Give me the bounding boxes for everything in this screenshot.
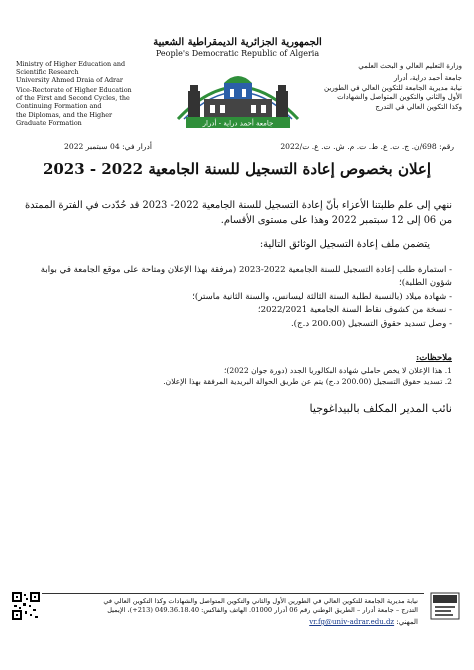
notes-list <box>22 365 452 387</box>
letterhead-line: Continuing Formation and <box>16 102 102 111</box>
qr-code-icon <box>12 592 40 620</box>
list-item: - نسخة من كشوف نقاط السنة الجامعية 2022/2021؛ <box>257 305 452 316</box>
footer-address <box>48 597 418 615</box>
footer-email-link[interactable]: vr.fg@univ-adrar.edu.dz <box>309 618 395 626</box>
list-item: 2. تسديد حقوق التسجيل (200.00 د.ج) يتم عن طريق الحوالة البريدية المرفقة بهذا الإعلان. <box>163 377 452 387</box>
english-letterhead <box>16 60 156 127</box>
document-date: أدرار في: 04 سبتمبر 2022 <box>64 142 152 151</box>
letterhead-line: الأول والثاني والتكوين المتواصل والشهادات <box>337 93 462 102</box>
letterhead-line: وكذا التكوين العالي في التدرج <box>375 102 462 111</box>
republic-title-arabic: الجمهورية الجزائرية الديمقراطية الشعبية <box>153 37 322 48</box>
letterhead-line: Vice-Rectorate of Higher Education <box>16 86 132 95</box>
letterhead-line: Scientific Research <box>16 68 79 77</box>
notes-heading: ملاحظات: <box>416 353 452 363</box>
list-item: - استمارة طلب إعادة التسجيل للسنة الجامعية 2022-2023 (مرفقة بهذا الإعلان ومتاحة على موقع الجامعة في بوابة شؤون الطلبة)؛ <box>40 265 452 289</box>
footer-email-line <box>48 618 418 626</box>
footer-divider <box>42 593 424 594</box>
university-logo <box>168 61 308 131</box>
signatory-title: نائب المدير المكلف بالبيداغوجيا <box>309 402 452 415</box>
footer-line: التدرج – جامعة أدرار – الطريق الوطني رقم 06 أدرار 01000. الهاتف والفاكس: 049.36.18.40 (213+)، الإيميل <box>107 605 418 614</box>
letterhead-line: the Diplomas, and the Higher <box>16 110 113 119</box>
arabic-letterhead <box>297 62 462 112</box>
letterhead-line: نيابة مديرية الجامعة للتكوين العالي في الطورين <box>324 83 462 92</box>
intro-paragraph: ننهي إلى علم طلبتنا الأعزاء بأنّ إعادة التسجيل للسنة الجامعية 2022- 2023 قد حُدّدت في الفترة الممتدة من 06 إلى 12 سبتمبر 2022 وهذا على مستوى الأقسام. <box>25 200 452 226</box>
logo-caption: جامعة أحمد دراية - أدرار <box>202 119 274 128</box>
footer-email-label: المهني: <box>396 618 418 626</box>
announcement-title: إعلان بخصوص إعادة التسجيل للسنة الجامعية 2022 - 2023 <box>42 160 432 178</box>
list-item: 1. هذا الإعلان لا يخص حاملي شهادة البكالوريا الجدد (دورة جوان 2022)؛ <box>223 366 452 375</box>
letterhead-line: University Ahmed Draia of Adrar <box>16 76 123 85</box>
documents-intro: يتضمن ملف إعادة التسجيل الوثائق التالية: <box>259 239 430 250</box>
letterhead-line: وزارة التعليم العالي و البحث العلمي <box>358 62 462 70</box>
list-item: - شهادة ميلاد (بالنسبة لطلبة السنة الثالثة ليسانس، والسنة الثانية ماستر)؛ <box>192 291 452 302</box>
documents-list <box>22 264 452 331</box>
reference-number: رقم: 698/ن. ج. ت. ع. ط. ت. م. ش. ت. ع. ت/2022 <box>280 142 454 151</box>
certification-badge-icon <box>430 592 460 620</box>
footer-line: نيابة مديرية الجامعة للتكوين العالي في الطورين الأول والثاني والتكوين المتواصل والشهادات وكذا التكوين العالي في <box>103 597 418 605</box>
letterhead-line: Ministry of Higher Education and <box>16 60 126 68</box>
letterhead-line: Graduate Formation <box>16 118 82 127</box>
letterhead-line: of the First and Second Cycles, the <box>16 94 130 103</box>
list-item: - وصل تسديد حقوق التسجيل (200.00 د.ج). <box>290 318 452 329</box>
letterhead-line: جامعة أحمد دراية، أدرار <box>393 74 462 83</box>
republic-title-english: People's Democratic Republic of Algeria <box>155 49 320 58</box>
